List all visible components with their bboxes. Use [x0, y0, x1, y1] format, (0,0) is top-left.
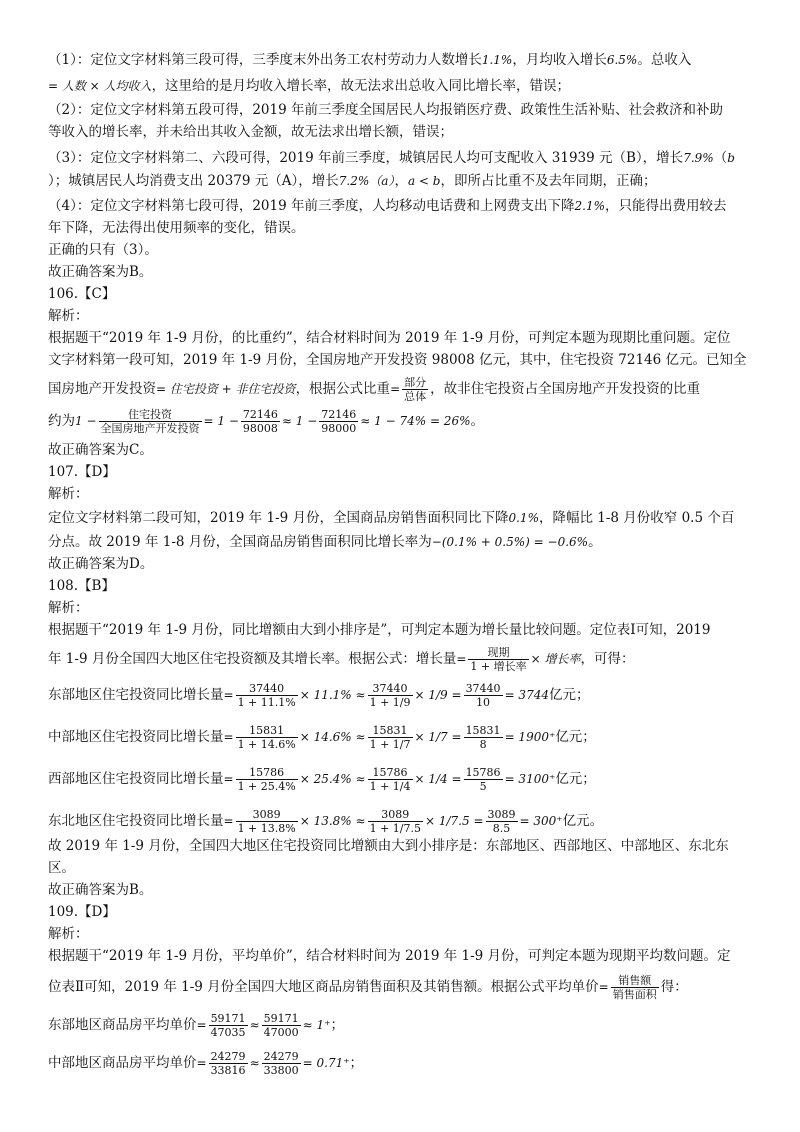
value: 6.5% — [606, 53, 638, 67]
para-4-line-1 — [48, 196, 727, 216]
analysis-label: 解析： — [48, 486, 89, 502]
formula: a < b — [407, 174, 441, 188]
text: ，只能得出费用较去 — [605, 198, 727, 214]
q109-line-1: 根据题干“2019 年 1-9 月份，平均单价”，结合材料时间为 2019 年 1-9 月份，可判定本题为现期平均数问题。定 — [48, 948, 731, 964]
q108-line-2: 年 1-9 月份全国四大地区住宅投资额及其增长率。根据公式：增长量= $\frac{\text{现期}}{\text{1 + 增长率}}$ × 增长率，可得： — [48, 646, 635, 673]
row-label: 中部地区商品房平均单价 — [48, 1055, 197, 1071]
q108-conclusion-1: 故 2019 年 1-9 月份，全国四大地区住宅投资同比增额由大到小排序是：东部地区、西部地区、中部地区、东北东 — [48, 838, 729, 854]
calc-row-northeast: 东北地区住宅投资同比增长量= $\frac{3089}{1 + 13.8\%}$ × 13.8% ≈ $\frac{3089}{1 + 1/7.5}$ × 1/7.5 = $\frac{3089}{8.5}$ = 300⁺亿元。 — [48, 808, 604, 835]
formula: × 增长率 — [530, 652, 581, 666]
text: 约为 — [48, 413, 75, 429]
para-4-line-2: 年下降，无法得出使用频率的变化，错误。 — [48, 220, 305, 236]
q109-heading: 109.【D】 — [48, 904, 116, 920]
text: 位表Ⅱ可知，2019 年 1-9 月份全国四大地区商品房销售面积及其销售额。根据公式平均单价 — [48, 979, 599, 995]
text: （1）：定位文字材料第三段可得，三季度末外出务工农村劳动力人数增长 — [48, 52, 482, 68]
text: ，即所占比重不及去年同期，正确； — [440, 173, 657, 189]
result: ≈ 1 − 74% = 26% — [360, 414, 471, 428]
q107-line-1 — [48, 508, 734, 528]
answer-line: 故正确答案为B。 — [48, 882, 153, 898]
para-2-line-2: 等收入的增长率，并未给出其收入金额，故无法求出增长额，错误； — [48, 124, 453, 140]
q108-heading: 108.【B】 — [48, 578, 115, 594]
text: ，降幅比 1-8 月份收窄 0.5 个百 — [538, 510, 735, 526]
calc-row-east: 东部地区住宅投资同比增长量= $\frac{37440}{1 + 11.1\%}$ × 11.1% ≈ $\frac{37440}{1 + 1/9}$ × 1/9 = $\frac{37440}{10}$ = 3744亿元； — [48, 682, 590, 709]
text: ，可得： — [580, 651, 635, 667]
analysis-label: 解析： — [48, 308, 89, 324]
fraction: $\frac{\text{部分}}{\text{总体}}$ — [404, 376, 427, 403]
value: （a） — [369, 174, 395, 188]
fraction: $\frac{\text{销售额}}{\text{销售面积}}$ — [612, 974, 657, 1001]
fraction: $\frac{72146}{98008}$ — [242, 408, 278, 435]
q109-row-east: 东部地区商品房平均单价= $\frac{59171}{47035}$ ≈ $\frac{59171}{47000}$ ≈ 1⁺； — [48, 1012, 344, 1039]
row-label: 中部地区住宅投资同比增长量 — [48, 729, 224, 745]
q108-conclusion-2: 区。 — [48, 860, 75, 876]
text: ，这里给的是月均收入增长率，故无法求出总收入同比增长率，错误； — [151, 78, 571, 94]
answer-line: 故正确答案为B。 — [48, 264, 153, 280]
para-1-line-2 — [48, 76, 570, 96]
formula: = 人数 × 人均收入 — [48, 79, 152, 93]
q109-line-2: 位表Ⅱ可知，2019 年 1-9 月份全国四大地区商品房销售面积及其销售额。根据公式平均单价= $\frac{\text{销售额}}{\text{销售面积}}$ 得： — [48, 974, 688, 1001]
analysis-label: 解析： — [48, 600, 89, 616]
text: 定位文字材料第二段可知，2019 年 1-9 月份，全国商品房销售面积同比下降 — [48, 510, 509, 526]
fraction: $\frac{72146}{98000}$ — [321, 408, 357, 435]
row-label: 东部地区商品房平均单价 — [48, 1017, 197, 1033]
q106-heading: 106.【C】 — [48, 286, 116, 302]
para-3-line-1 — [48, 148, 735, 168]
text: 国房地产开发投资 — [48, 381, 156, 397]
text: 分点。故 2019 年 1-8 月份，全国商品房销售面积同比增长率为 — [48, 534, 432, 550]
q108-line-1: 根据题干“2019 年 1-9 月份，同比增额由大到小排序是”，可判定本题为增长量比较问题。定位表Ⅰ可知，2019 — [48, 622, 711, 638]
formula: −(0.1% + 0.5%) = −0.6% — [431, 535, 589, 549]
q106-line-2: 文字材料第一段可知，2019 年 1-9 月份，全国房地产开发投资 98008 亿元，其中，住宅投资 72146 亿元。已知全 — [48, 352, 747, 368]
text: （4）：定位文字材料第七段可得，2019 年前三季度，人均移动电话费和上网费支出下降 — [48, 198, 575, 214]
row-label: 东部地区住宅投资同比增长量 — [48, 687, 224, 703]
text: 。总收入 — [637, 52, 692, 68]
value: 1.1% — [481, 53, 513, 67]
answer-line: 故正确答案为C。 — [48, 442, 153, 458]
only-correct: 正确的只有（3）。 — [48, 242, 158, 258]
text: ）；城镇居民人均消费支出 20379 元（A），增长 — [48, 173, 339, 189]
row-label: 西部地区住宅投资同比增长量 — [48, 771, 224, 787]
answer-line: 故正确答案为D。 — [48, 556, 154, 572]
value: 0.1% — [508, 511, 539, 525]
q107-heading: 107.【D】 — [48, 464, 116, 480]
q107-line-2: 分点。故 2019 年 1-8 月份，全国商品房销售面积同比增长率为−(0.1% + 0.5%) = −0.6%。 — [48, 534, 602, 550]
value: 2.1% — [574, 199, 605, 213]
text: （3）：定位文字材料第二、六段可得，2019 年前三季度，城镇居民人均可支配收入 31939 元（B），增长 — [48, 150, 684, 166]
analysis-label: 解析： — [48, 926, 89, 942]
q106-line-3: 国房地产开发投资= 住宅投资 + 非住宅投资，根据公式比重= $\frac{\text{部分}}{\text{总体}}$ ，故非住宅投资占全国房地产开发投资的比重 — [48, 376, 701, 403]
text: ，根据公式比重 — [295, 381, 391, 397]
text: ，月均收入增长 — [512, 52, 607, 68]
para-2-line-1: （2）：定位文字材料第五段可得，2019 年前三季度全国居民人均报销医疗费、政策性生活补贴、社会救济和补助 — [48, 102, 723, 118]
calc-row-central: 中部地区住宅投资同比增长量= $\frac{15831}{1 + 14.6\%}$ × 14.6% ≈ $\frac{15831}{1 + 1/7}$ × 1/7 = $\frac{15831}{8}$ = 1900⁺亿元； — [48, 724, 596, 751]
fraction: $\frac{\text{住宅投资}}{\text{全国房地产开发投资}}$ — [100, 408, 200, 435]
row-label: 东北地区住宅投资同比增长量 — [48, 813, 224, 829]
q106-line-1: 根据题干“2019 年 1-9 月份，的比重约”，结合材料时间为 2019 年 1-9 月份，可判定本题为现期比重问题。定位 — [48, 330, 731, 346]
value: 7.2% — [338, 174, 370, 188]
fraction: $\frac{\text{现期}}{\text{1 + 增长率}}$ — [470, 646, 527, 673]
q106-line-4: 约为1 − $\frac{\text{住宅投资}}{\text{全国房地产开发投资}}$ = 1 − $\frac{72146}{98008}$ ≈ 1 − $\frac{72146}{98000}$ ≈ 1 − 74% = 26%。 — [48, 408, 484, 435]
para-3-line-2: ）；城镇居民人均消费支出 20379 元（A），增长7.2%（a），a < b，即所占比重不及去年同期，正确； — [48, 173, 657, 189]
text: 得： — [660, 979, 688, 995]
para-1-line-1 — [48, 50, 691, 70]
text: （ — [713, 150, 728, 166]
q109-row-central: 中部地区商品房平均单价= $\frac{24279}{33816}$ ≈ $\frac{24279}{33800}$ = 0.71⁺； — [48, 1050, 364, 1077]
value: b — [727, 151, 735, 165]
value: 7.9% — [683, 151, 714, 165]
text: ，故非住宅投资占全国房地产开发投资的比重 — [430, 381, 701, 397]
calc-row-west: 西部地区住宅投资同比增长量= $\frac{15786}{1 + 25.4\%}$ × 25.4% ≈ $\frac{15786}{1 + 1/4}$ × 1/4 = $\frac{15786}{5}$ = 3100⁺亿元； — [48, 766, 596, 793]
text: 年 1-9 月份全国四大地区住宅投资额及其增长率。根据公式：增长量 — [48, 651, 457, 667]
formula: = 住宅投资 + 非住宅投资 — [156, 382, 296, 396]
